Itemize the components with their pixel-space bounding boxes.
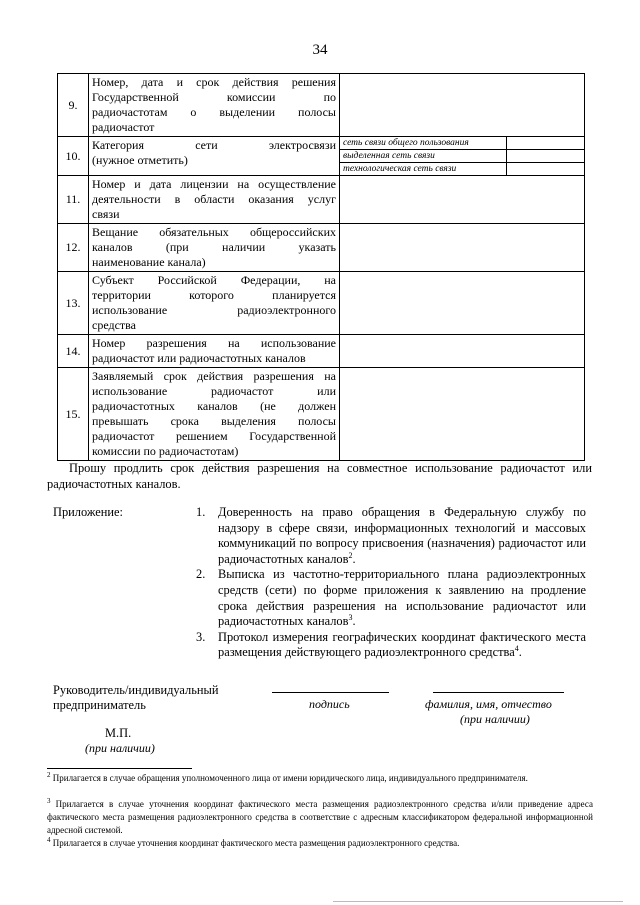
row-number: 15. [58,368,89,461]
table-row [58,74,585,137]
option-checkbox[interactable] [507,150,585,163]
footnote: $^4$ Прилагается в случае уточнения координат фактического места размещения радиоэлектронного средства. [47,836,460,848]
row-label: Заявляемый срок действия разрешения на использование радиочастот или радиочастотных каналов (не должен превышать срока выделения полосы радиочастот решением Государственной комиссии по радиочастотам) [89,368,340,461]
row-number: 14. [58,335,89,368]
attachments-list [196,505,586,661]
request-paragraph: Прошу продлить срок действия разрешения на совместное использование радиочастот или радиочастотных каналов. [47,461,592,491]
row-number: 13. [58,272,89,335]
option-dedicated-network: выделенная сеть связи [340,150,507,163]
row-number: 11. [58,176,89,224]
option-checkbox[interactable] [507,137,585,150]
value-cell[interactable] [340,176,585,224]
row-number: 12. [58,224,89,272]
network-category-options [340,137,584,175]
network-category-cell [340,137,585,176]
footnote: $^3$ Прилагается в случае уточнения координат фактического места размещения радиоэлектронного средства и/или приведение адреса фактического места размещения радиоэлектронного средства в соответствие с адресным классификатором федеральной информационной адресной системой. [47,797,593,835]
footnote-separator [47,768,192,769]
row-label: Категория сети электросвязи (нужное отметить) [89,137,340,176]
table-row [58,368,585,461]
option-checkbox[interactable] [507,163,585,176]
signature-caption: подпись [309,697,350,711]
table-row [58,272,585,335]
value-cell[interactable] [340,272,585,335]
row-number: 9. [58,74,89,137]
list-item: 3. Протокол измерения географических координат фактического места размещения действующего радиоэлектронного средства$^4$. [196,629,586,660]
row-label: Номер и дата лицензии на осуществление деятельности в области оказания услуг связи [89,176,340,224]
signature-line[interactable] [272,692,389,693]
option-public-network: сеть связи общего пользования [340,137,507,150]
value-cell[interactable] [340,74,585,137]
table-row [58,176,585,224]
row-label: Вещание обязательных общероссийских каналов (при наличии указать наименование канала) [89,224,340,272]
value-cell[interactable] [340,368,585,461]
attachments-label: Приложение: [53,505,123,519]
name-caption: фамилия, имя, отчество [425,697,552,711]
list-item: 2. Выписка из частотно-территориального плана радиоэлектронных средств (сети) по форме приложения к заявлению на продление срока действия разрешения на использование радиочастот или радиочастотных каналов$^3$. [196,567,586,629]
row-label: Номер, дата и срок действия решения Государственной комиссии по радиочастотам о выделении полосы радиочастот [89,74,340,137]
stamp-place: М.П. [105,726,132,740]
signatory-role: Руководитель/индивидуальный [53,683,219,697]
list-item: 1. Доверенность на право обращения в Федеральную службу по надзору в сфере связи, информационных технологий и массовых коммуникаций по вопросу присвоения (назначения) радиочастот или радиочастотных каналов$^2$. [196,505,586,566]
name-caption-note: (при наличии) [460,712,530,726]
table-row [58,137,585,176]
value-cell[interactable] [340,335,585,368]
row-label: Субъект Российской Федерации, на территории которого планируется использование радиоэлектронного средства [89,272,340,335]
name-line[interactable] [433,692,564,693]
stamp-note: (при наличии) [85,741,155,755]
scan-edge-line [333,901,623,902]
row-number: 10. [58,137,89,176]
application-form-table [57,73,585,461]
page-number: 34 [312,42,328,58]
value-cell[interactable] [340,224,585,272]
footnote: $^2$ Прилагается в случае обращения уполномоченного лица от имени юридического лица, индивидуального предпринимателя. [47,771,528,783]
signatory-role-cont: предприниматель [53,698,146,712]
table-row [58,335,585,368]
table-row [58,224,585,272]
option-technological-network: технологическая сеть связи [340,163,507,176]
row-label: Номер разрешения на использование радиочастот или радиочастотных каналов [89,335,340,368]
